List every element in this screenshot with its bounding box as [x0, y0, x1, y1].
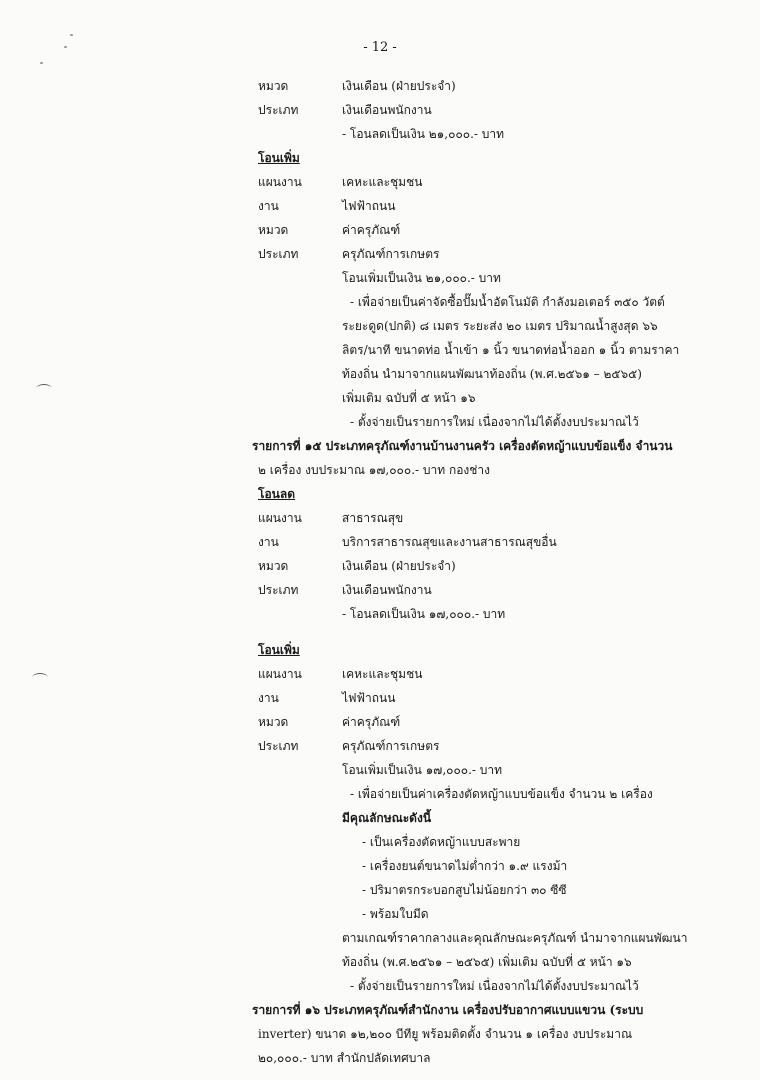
source-line: ท้องถิ่น (พ.ศ.๒๕๖๑ – ๒๕๖๕) เพิ่มเติม ฉบับที่ ๕ หน้า ๑๖	[342, 955, 632, 969]
scan-speck	[64, 46, 67, 48]
row-work: งาน บริการสาธารณสุขและงานสาธารณสุขอื่น	[258, 535, 557, 549]
spec-item: - ปริมาตรกระบอกสูบไม่น้อยกว่า ๓๐ ซีซี	[362, 883, 567, 897]
note-line: - ตั้งจ่ายเป็นรายการใหม่ เนื่องจากไม่ได้ตั้งงบประมาณไว้	[350, 979, 639, 993]
spec-item: - เครื่องยนต์ขนาดไม่ต่ำกว่า ๑.๙ แรงม้า	[362, 859, 568, 873]
page-number: - 12 -	[363, 40, 397, 55]
note-line: - ตั้งจ่ายเป็นรายการใหม่ เนื่องจากไม่ได้ตั้งงบประมาณไว้	[350, 415, 639, 429]
spec-title: มีคุณลักษณะดังนี้	[342, 811, 432, 825]
source-line: ตามเกณฑ์ราคากลางและคุณลักษณะครุภัณฑ์ นำมาจากแผนพัฒนา	[342, 931, 688, 945]
row-category: หมวด ค่าครุภัณฑ์	[258, 223, 401, 237]
section-heading-transfer-out: โอนลด	[258, 487, 296, 501]
row-category: หมวด เงินเดือน (ฝ่ายประจำ)	[258, 559, 456, 573]
transfer-amount: โอนเพิ่มเป็นเงิน ๑๗,๐๐๐.- บาท	[342, 763, 503, 777]
section-heading-transfer-in: โอนเพิ่ม	[258, 151, 300, 165]
item-16-line: inverter) ขนาด ๑๒,๒๐๐ บีทียู พร้อมติดตั้ง จำนวน ๑ เครื่อง งบประมาณ	[258, 1027, 633, 1041]
row-type: ประเภท เงินเดือนพนักงาน	[258, 103, 432, 117]
description-line: - เพื่อจ่ายเป็นค่าจัดซื้อปั๊มน้ำอัตโนมัติ กำลังมอเตอร์ ๓๕๐ วัตต์	[350, 295, 665, 309]
item-15-line: ๒ เครื่อง งบประมาณ ๑๗,๐๐๐.- บาท กองช่าง	[258, 463, 491, 477]
scan-speck	[40, 62, 43, 64]
scan-speck	[70, 34, 73, 36]
row-type: ประเภท เงินเดือนพนักงาน	[258, 583, 432, 597]
transfer-amount: โอนเพิ่มเป็นเงิน ๒๑,๐๐๐.- บาท	[342, 271, 501, 285]
row-category: หมวด ค่าครุภัณฑ์	[258, 715, 401, 729]
document-body	[252, 74, 728, 1070]
row-category: หมวด เงินเดือน (ฝ่ายประจำ)	[258, 79, 456, 93]
transfer-amount: - โอนลดเป็นเงิน ๑๗,๐๐๐.- บาท	[342, 607, 506, 621]
description-line: ลิตร/นาที ขนาดท่อ น้ำเข้า ๑ นิ้ว ขนาดท่อน้ำออก ๑ นิ้ว ตามราคา	[342, 343, 680, 357]
item-16-line: รายการที่ ๑๖ ประเภทครุภัณฑ์สำนักงาน เครื่องปรับอากาศแบบแขวน (ระบบ	[252, 1003, 644, 1017]
row-plan: แผนงาน สาธารณสุข	[258, 511, 404, 525]
row-plan: แผนงาน เคหะและชุมชน	[258, 667, 423, 681]
row-plan: แผนงาน เคหะและชุมชน	[258, 175, 423, 189]
description-line: เพิ่มเติม ฉบับที่ ๕ หน้า ๑๖	[342, 391, 476, 405]
description-line: ระยะดูด(ปกติ) ๘ เมตร ระยะส่ง ๒๐ เมตร ปริมาณน้ำสูงสุด ๖๖	[342, 319, 658, 333]
item-15-line: รายการที่ ๑๕ ประเภทครุภัณฑ์งานบ้านงานครัว เครื่องตัดหญ้าแบบข้อแข็ง จำนวน	[252, 439, 673, 453]
description-line: ท้องถิ่น นำมาจากแผนพัฒนาท้องถิ่น (พ.ศ.๒๕๖๑ – ๒๕๖๕)	[342, 367, 642, 381]
row-work: งาน ไฟฟ้าถนน	[258, 199, 396, 213]
spec-item: - พร้อมใบมีด	[362, 907, 429, 921]
row-type: ประเภท ครุภัณฑ์การเกษตร	[258, 247, 440, 261]
transfer-amount: - โอนลดเป็นเงิน ๒๑,๐๐๐.- บาท	[342, 127, 505, 141]
section-heading-transfer-in: โอนเพิ่ม	[258, 643, 300, 657]
item-16-line: ๒๐,๐๐๐.- บาท สำนักปลัดเทศบาล	[258, 1051, 431, 1065]
scan-mark	[32, 673, 48, 682]
scan-mark	[36, 384, 52, 393]
description-line: - เพื่อจ่ายเป็นค่าเครื่องตัดหญ้าแบบข้อแข็ง จำนวน ๒ เครื่อง	[350, 787, 653, 801]
row-work: งาน ไฟฟ้าถนน	[258, 691, 396, 705]
row-type: ประเภท ครุภัณฑ์การเกษตร	[258, 739, 440, 753]
spec-item: - เป็นเครื่องตัดหญ้าแบบสะพาย	[362, 835, 521, 849]
